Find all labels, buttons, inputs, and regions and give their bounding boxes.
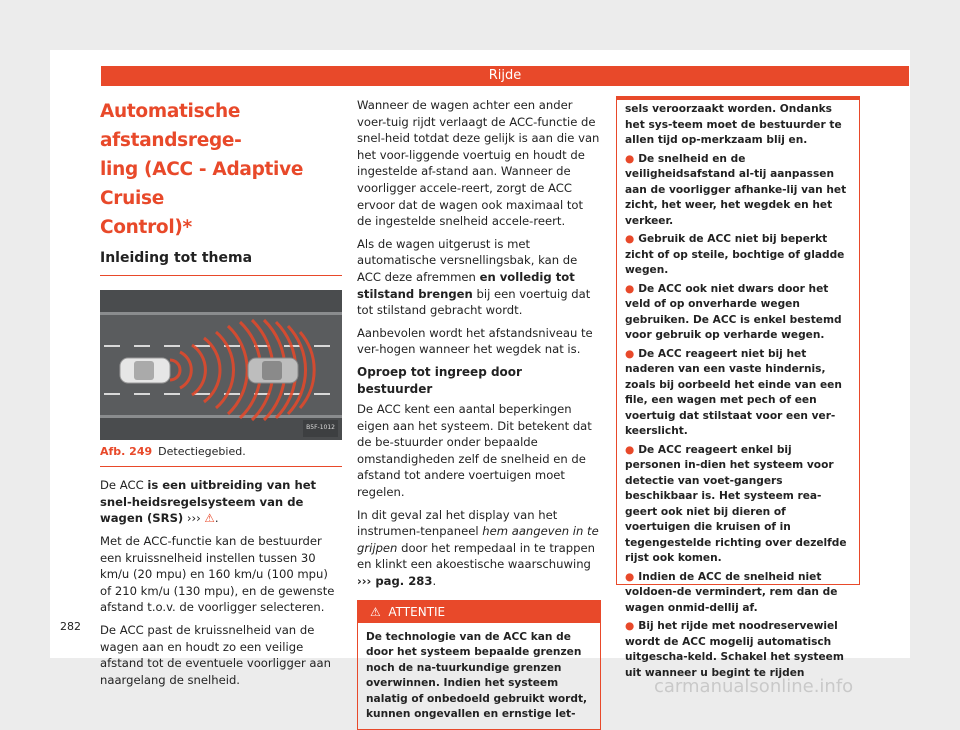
attentie-text: De technologie van de ACC kan de door het systeem bepaalde grenzen noch de na-tuurkundige grenzen overwinnen. Indien het systeem nalatig of onbedoeld gebruikt wordt, kunnen ongevallen en ernstige let- [366, 630, 588, 721]
title-line-3: Control)* [100, 217, 192, 238]
bullet-icon: ● [625, 620, 635, 632]
title-line-2: ling (ACC - Adaptive Cruise [100, 159, 304, 209]
caption-text: Detectiegebied. [158, 444, 246, 458]
warning-continuation-box [616, 96, 860, 679]
section-header: Rijde [101, 66, 909, 86]
left-column [100, 97, 342, 694]
title-line-1: Automatische afstandsrege- [100, 101, 242, 151]
para5-italic: hem aangeven in te grijpen [357, 524, 599, 555]
attentie-box [357, 600, 601, 730]
bullet-icon: ● [625, 347, 635, 360]
attentie-label: ATTENTIE [388, 604, 446, 619]
intro-pre: De ACC [100, 478, 148, 493]
middle-paragraph-2 [357, 236, 601, 319]
page-number: 282 [60, 620, 81, 633]
intro-end: . [214, 511, 219, 526]
bullet-icon: ● [625, 282, 635, 295]
bullet-icon: ● [625, 443, 635, 456]
list-item: ● De ACC ook niet dwars door het veld of op onverharde wegen gebruiken. De ACC is enkel bestemd voor gebruik op verharde wegen. [625, 282, 842, 341]
detection-illustration [100, 290, 342, 440]
list-item: ● De ACC reageert enkel bij personen in-dien het systeem voor detectie van voet-gangers beschikbaar is. Het systeem rea-geert ook niet bij dieren of voertuigen die kruisen of in tegengestelde richting over dezelfde rijst ook komen. [625, 443, 847, 564]
list-item: ● De snelheid en de veiligheidsafstand al-tij aanpassen aan de voorligger afhanke-lij van het zicht, het weer, het wegdek en het verkeer. [625, 152, 847, 227]
left-paragraph-2: De ACC past de kruissnelheid van de wagen aan en houdt zo een veilige afstand tot de eventuele voorligger aan naargelang de snelheid. [100, 622, 331, 687]
intro-bold: is een uitbreiding van het snel-heidsregelsysteem van de wagen (SRS) [100, 478, 317, 526]
intro-paragraph [100, 477, 342, 527]
page-reference-link[interactable]: ››› pag. 283 [357, 574, 433, 589]
left-paragraph-1: Met de ACC-functie kan de bestuurder een kruissnelheid instellen tussen 30 km/u (20 mpu) en 160 km/u (100 mpu) of 210 km/u (130 mpu), en de gewenste afstand t.o.v. de voorligger selecteren. [100, 533, 335, 615]
subtitle: Inleiding tot thema [100, 250, 342, 276]
list-item: ● De ACC reageert niet bij het naderen van een vaste hindernis, zoals bij oorbeeld het einde van een file, een wagen met pech of een voertuig dat stilstaat voor een ver-keerslicht. [625, 347, 842, 437]
para5-end: . [432, 574, 437, 589]
figure-caption [100, 440, 342, 468]
para2-bold: en volledig tot stilstand brengen [357, 269, 575, 301]
page-title [100, 97, 342, 242]
caption-number: Afb. 249 [100, 444, 153, 458]
middle-paragraph-1: Wanneer de wagen achter een ander voer-tuig rijdt verlaagt de ACC-functie de snel-heid totdat deze gelijk is aan die van het voor-liggende voertuig en houdt de ingestelde af-stand aan. Wanneer de voorligger accele-reert, zorgt de ACC ervoor dat de wagen ook maximaal tot de ingestelde snelheid accele-reert. [357, 98, 600, 229]
section-heading: Oproep tot ingreep door bestuurder [357, 364, 522, 396]
warning-triangle-icon: ⚠ [370, 604, 381, 619]
box-intro: sels veroorzaakt worden. Ondanks het sys-teem moet de bestuurder te allen tijd op-merkzaam blij en. [625, 103, 842, 146]
intro-ref[interactable]: ››› [183, 511, 205, 526]
bullet-icon: ● [625, 152, 635, 165]
para5-pre: In dit geval zal het display van het instrumen-tenpaneel [357, 507, 558, 539]
watermark: carmanualsonline.info [654, 676, 854, 697]
figure-code: B5F-1012 [303, 420, 338, 437]
para5-post: door het rempedaal in te trappen en klinkt een akoestische waarschuwing [357, 540, 595, 572]
attentie-header [358, 601, 600, 623]
middle-column [357, 97, 601, 730]
bullet-icon: ● [625, 570, 635, 583]
detection-figure [100, 290, 342, 440]
para2-pre: Als de wagen uitgerust is met automatische versnellingsbak, kan de ACC deze afremmen [357, 236, 578, 284]
list-item: ● Indien de ACC de snelheid niet voldoen-de vermindert, rem dan de wagen onmid-dellij af. [625, 570, 838, 614]
middle-paragraph-3: Aanbevolen wordt het afstandsniveau te ver-hogen wanneer het wegdek nat is. [357, 325, 593, 357]
middle-paragraph-4: De ACC kent een aantal beperkingen eigen aan het systeem. Dit betekent dat de be-stuurder onder bepaalde omstandigheden zelf de snelheid en de afstand tot andere voertuigen moet regelen. [357, 402, 592, 500]
list-item: ● Gebruik de ACC niet bij beperkt zicht of op steile, bochtige of gladde wegen. [625, 233, 845, 276]
middle-paragraph-5 [357, 507, 601, 590]
box-body [617, 100, 859, 688]
own-car-shape [120, 358, 170, 383]
list-item: ● Bij het rijde met noodreservewiel wordt de ACC mogelij automatisch uitgescha-keld. Schakel het systeem uit wanneer u begint te rijden [625, 620, 844, 679]
para2-post: bij een voertuig dat tot stilstand gebracht wordt. [357, 286, 591, 318]
bullet-icon: ● [625, 233, 635, 245]
warning-triangle-icon: ⚠ [204, 511, 215, 526]
front-car-shape [248, 358, 298, 383]
